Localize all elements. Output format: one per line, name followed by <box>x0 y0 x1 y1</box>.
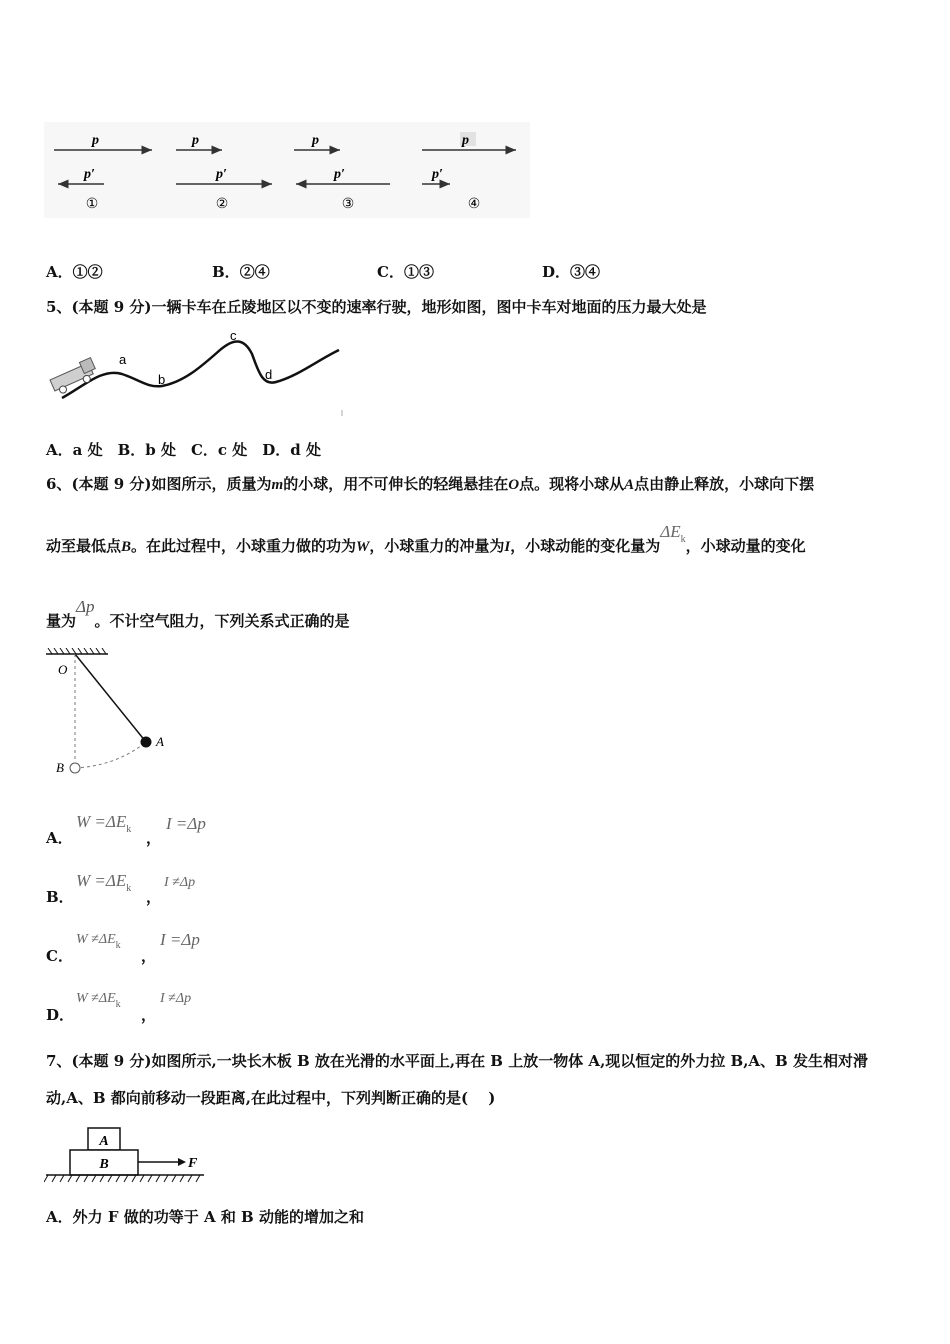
delta-p-formula: Δp <box>76 597 95 616</box>
svg-text:p′: p′ <box>432 167 443 182</box>
label-f: F <box>188 1156 198 1171</box>
svg-text:②: ② <box>215 197 229 212</box>
ball-a <box>141 737 152 748</box>
svg-text:③: ③ <box>341 197 355 212</box>
label-a: A <box>156 734 164 749</box>
diagram-label: ① <box>85 197 99 212</box>
q4-option-b[interactable]: B．②④ <box>212 263 270 281</box>
label-b: B <box>56 760 64 775</box>
q6-option-a[interactable]: A． $W =\Delta E_k$ ， I =Δp <box>46 812 206 847</box>
q6-option-c[interactable]: C． $W \ne\Delta E_k$ ， I =Δp <box>46 930 200 965</box>
svg-text:p: p <box>312 133 319 148</box>
q7-block-figure <box>44 1125 212 1189</box>
q6-option-d[interactable]: D． $W \ne\Delta E_k$ ， I ≠Δp <box>46 991 192 1024</box>
label-d: d <box>265 367 273 382</box>
q4-option-c[interactable]: C．①③ <box>377 263 434 281</box>
p-prime-label: p′ <box>84 167 95 182</box>
q6-stem-line-3: 量为Δp。不计空气阻力，下列关系式正确的是 <box>46 597 350 630</box>
q5-options[interactable]: A．a 处 B．b 处 C．c 处 D．d 处 <box>46 441 321 459</box>
label-b: b <box>158 372 166 387</box>
label-o: O <box>58 662 68 677</box>
q6-pendulum-figure <box>44 648 174 780</box>
q7-stem-line-1: 7、(本题 9 分)如图所示,一块长木板 B 放在光滑的水平面上,再在 B 上放一物体 A,现以恒定的外力拉 B,A、B 发生相对滑 <box>46 1052 868 1070</box>
svg-text:p: p <box>192 133 199 148</box>
q4-momentum-figure <box>44 122 530 218</box>
label-a: a <box>119 352 127 367</box>
svg-text:④: ④ <box>467 197 481 212</box>
svg-text:p′: p′ <box>216 167 227 182</box>
q6-stem-line-2: 动至最低点B。在此过程中，小球重力做的功为W，小球重力的冲量为I，小球动能的变化量为$\Delta E_k$，小球动量的变化 <box>46 522 806 555</box>
delta-ek-formula: $\Delta E_k$ <box>660 522 686 545</box>
ball-b <box>70 763 80 773</box>
svg-text:p: p <box>462 133 469 148</box>
label-c: c <box>230 328 237 343</box>
q6-option-b[interactable]: B． $W =\Delta E_k$ ， I ≠Δp <box>46 871 196 906</box>
svg-text:p′: p′ <box>334 167 345 182</box>
pendulum-string <box>75 654 146 742</box>
label-b: B <box>99 1157 109 1172</box>
label-a: A <box>99 1134 109 1149</box>
p-label: p <box>92 133 99 148</box>
q5-stem: 5、(本题 9 分)一辆卡车在丘陵地区以不变的速率行驶，地形如图，图中卡车对地面的压力最大处是 <box>46 298 707 316</box>
q6-stem-line-1: 6、(本题 9 分)如图所示，质量为m的小球，用不可伸长的轻绳悬挂在O点。现将小球从A点由静止释放，小球向下摆 <box>46 475 815 493</box>
q5-terrain-figure <box>44 326 350 418</box>
q4-option-a[interactable]: A．①② <box>46 263 103 281</box>
q4-option-d[interactable]: D．③④ <box>542 263 601 281</box>
q7-option-a[interactable]: A．外力 F 做的功等于 A 和 B 动能的增加之和 <box>46 1208 364 1226</box>
terrain-curve <box>62 341 339 398</box>
q7-stem-line-2: 动,A、B 都向前移动一段距离,在此过程中，下列判断正确的是( ) <box>46 1089 496 1107</box>
